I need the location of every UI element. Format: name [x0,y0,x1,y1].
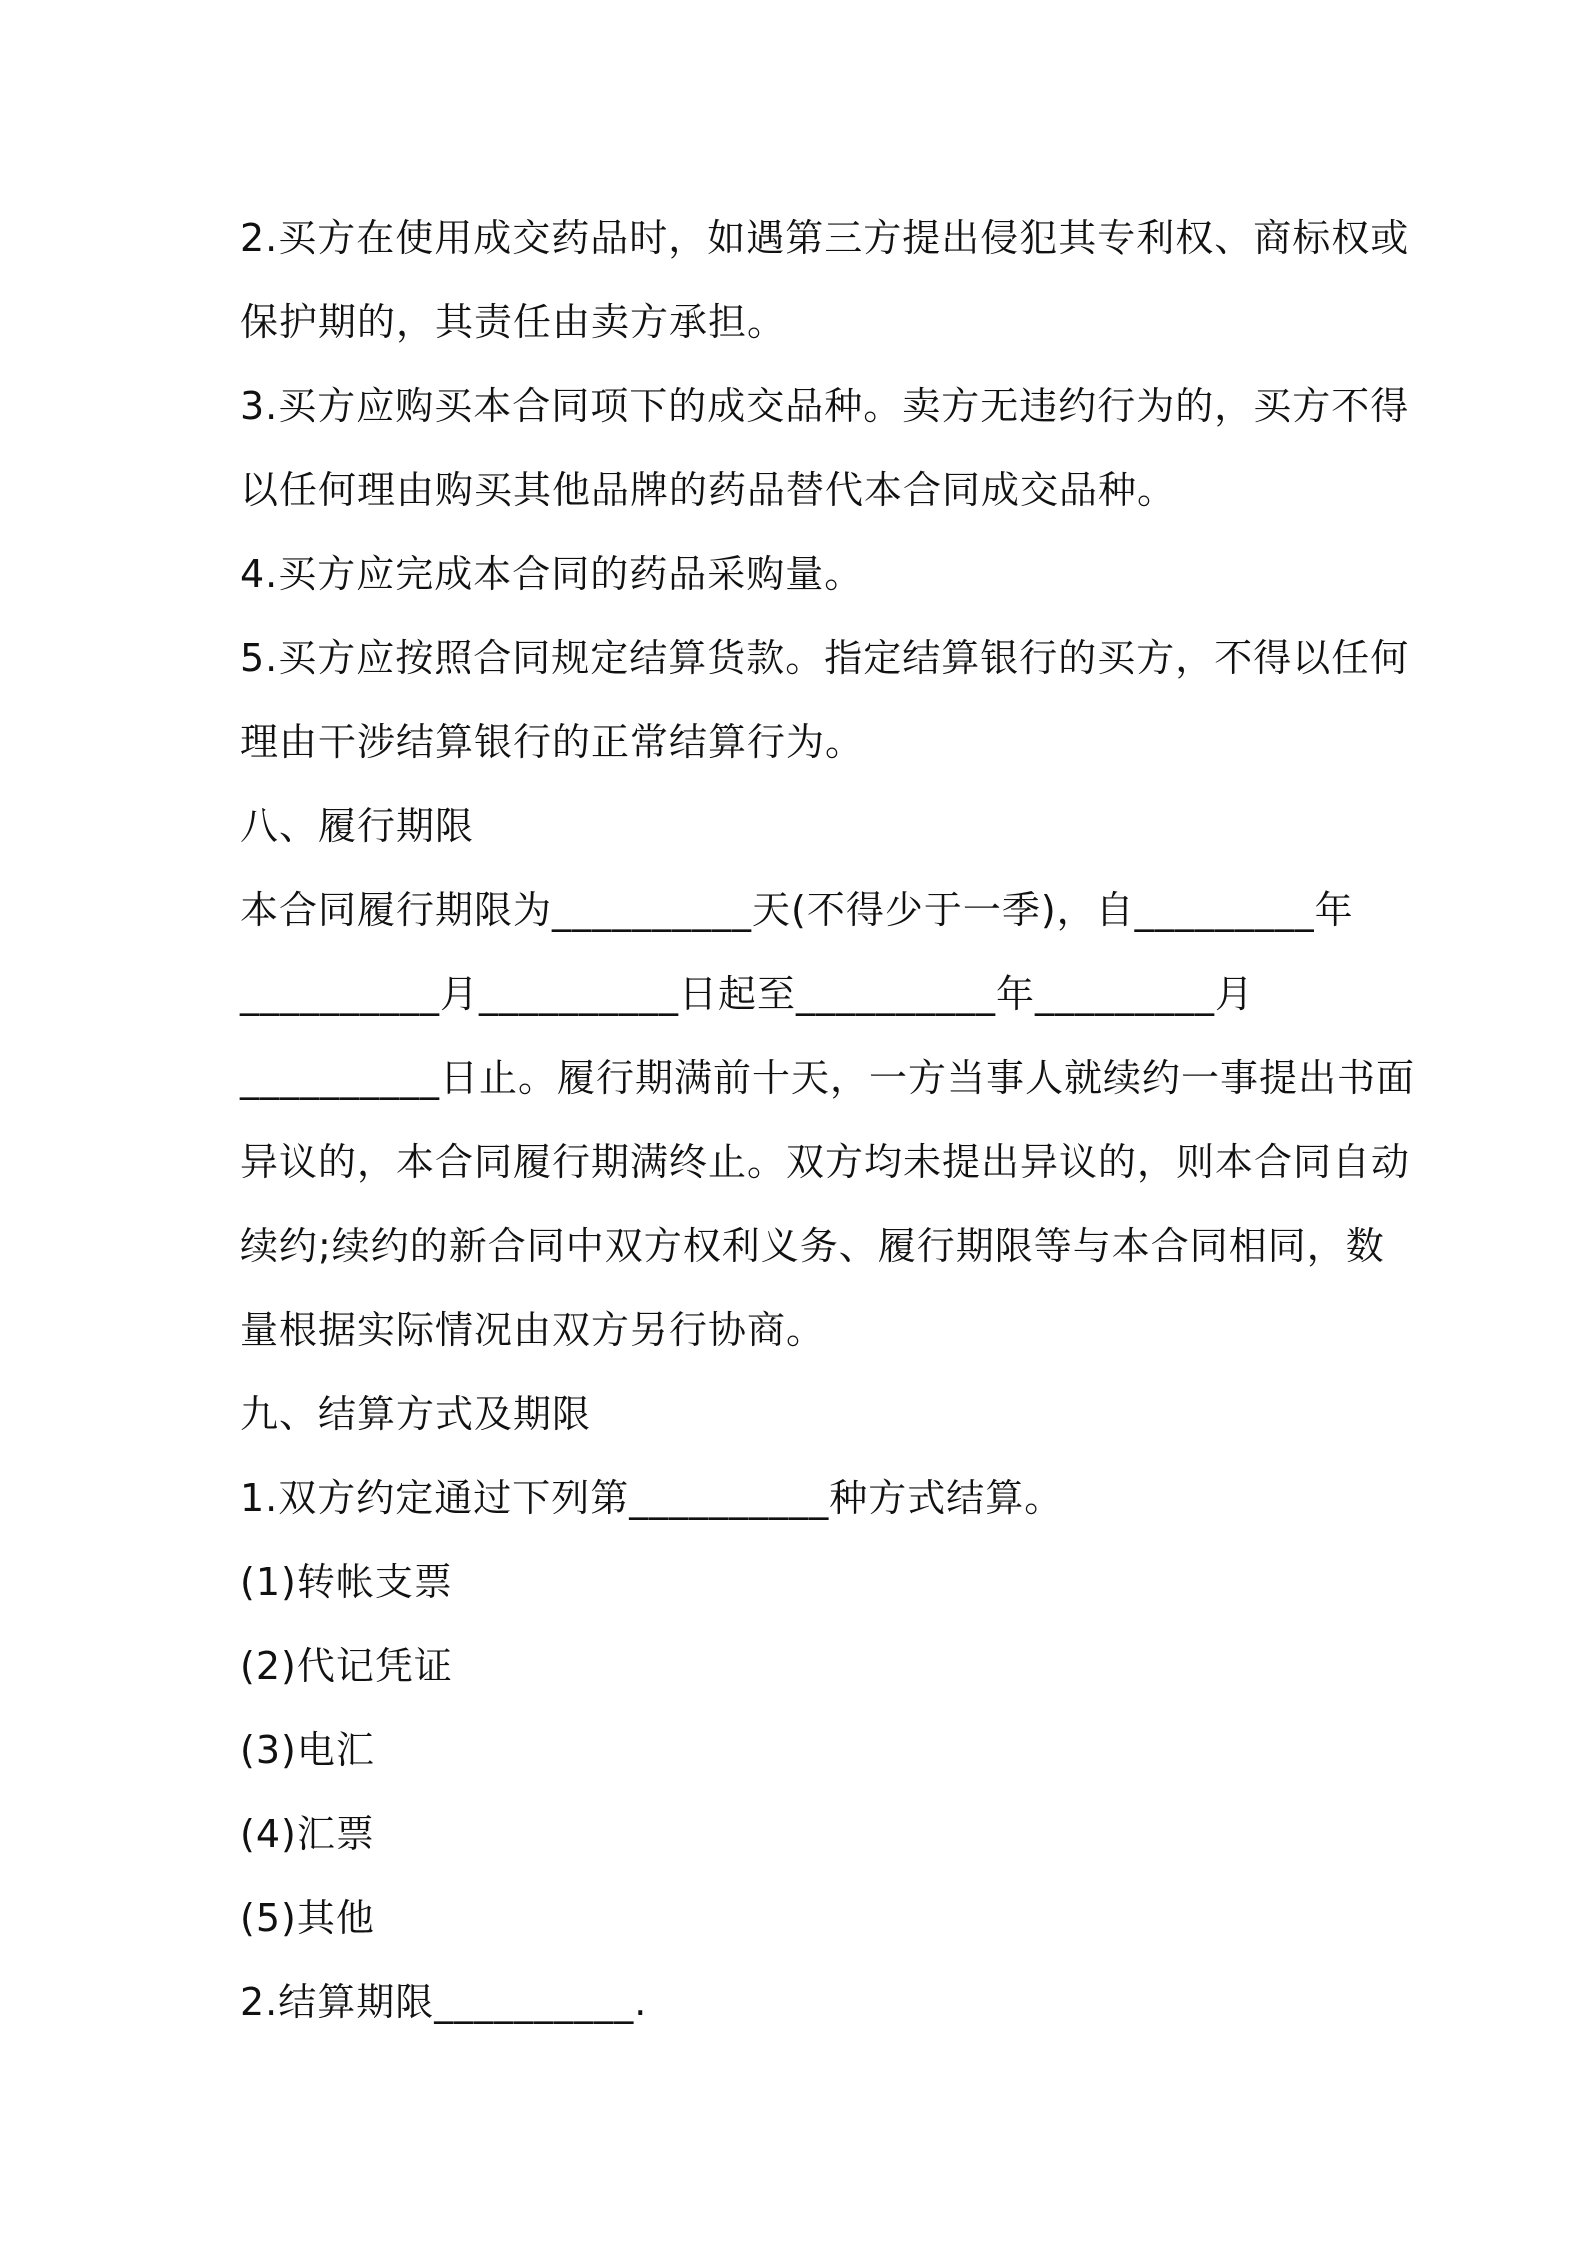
section-8-line-4: 异议的，本合同履行期满终止。双方均未提出异议的，则本合同自动 [240,1140,1411,1184]
section-8-heading: 八、履行期限 [240,804,475,848]
payment-option-1: (1)转帐支票 [240,1560,453,1604]
section-8-line-5: 续约;续约的新合同中双方权利义务、履行期限等与本合同相同，数 [240,1224,1385,1268]
section-8-line-6: 量根据实际情况由双方另行协商。 [240,1308,826,1352]
payment-option-2: (2)代记凭证 [240,1644,453,1688]
section-8-line-3: __________日止。履行期满前十天，一方当事人就续约一事提出书面 [240,1056,1416,1100]
clause-4-line-1: 4.买方应完成本合同的药品采购量。 [240,552,864,596]
clause-5-line-2: 理由干涉结算银行的正常结算行为。 [240,720,865,764]
clause-3-line-1: 3.买方应购买本合同项下的成交品种。卖方无违约行为的，买方不得 [240,384,1410,428]
clause-2-line-2: 保护期的，其责任由卖方承担。 [240,300,787,344]
section-9-clause-2: 2.结算期限__________. [240,1980,648,2024]
clause-3-line-2: 以任何理由购买其他品牌的药品替代本合同成交品种。 [240,468,1177,512]
section-9-clause-1: 1.双方约定通过下列第__________种方式结算。 [240,1476,1064,1520]
section-9-heading: 九、结算方式及期限 [240,1392,592,1436]
section-8-line-1: 本合同履行期限为__________天(不得少于一季)，自_________年 [240,888,1354,932]
clause-2-line-1: 2.买方在使用成交药品时，如遇第三方提出侵犯其专利权、商标权或 [240,216,1410,260]
clause-5-line-1: 5.买方应按照合同规定结算货款。指定结算银行的买方，不得以任何 [240,636,1410,680]
payment-option-3: (3)电汇 [240,1728,375,1772]
section-8-line-2: __________月__________日起至__________年_________月 [240,972,1255,1016]
payment-option-4: (4)汇票 [240,1812,375,1856]
document-body [240,196,1416,2044]
payment-option-5: (5)其他 [240,1896,375,1940]
